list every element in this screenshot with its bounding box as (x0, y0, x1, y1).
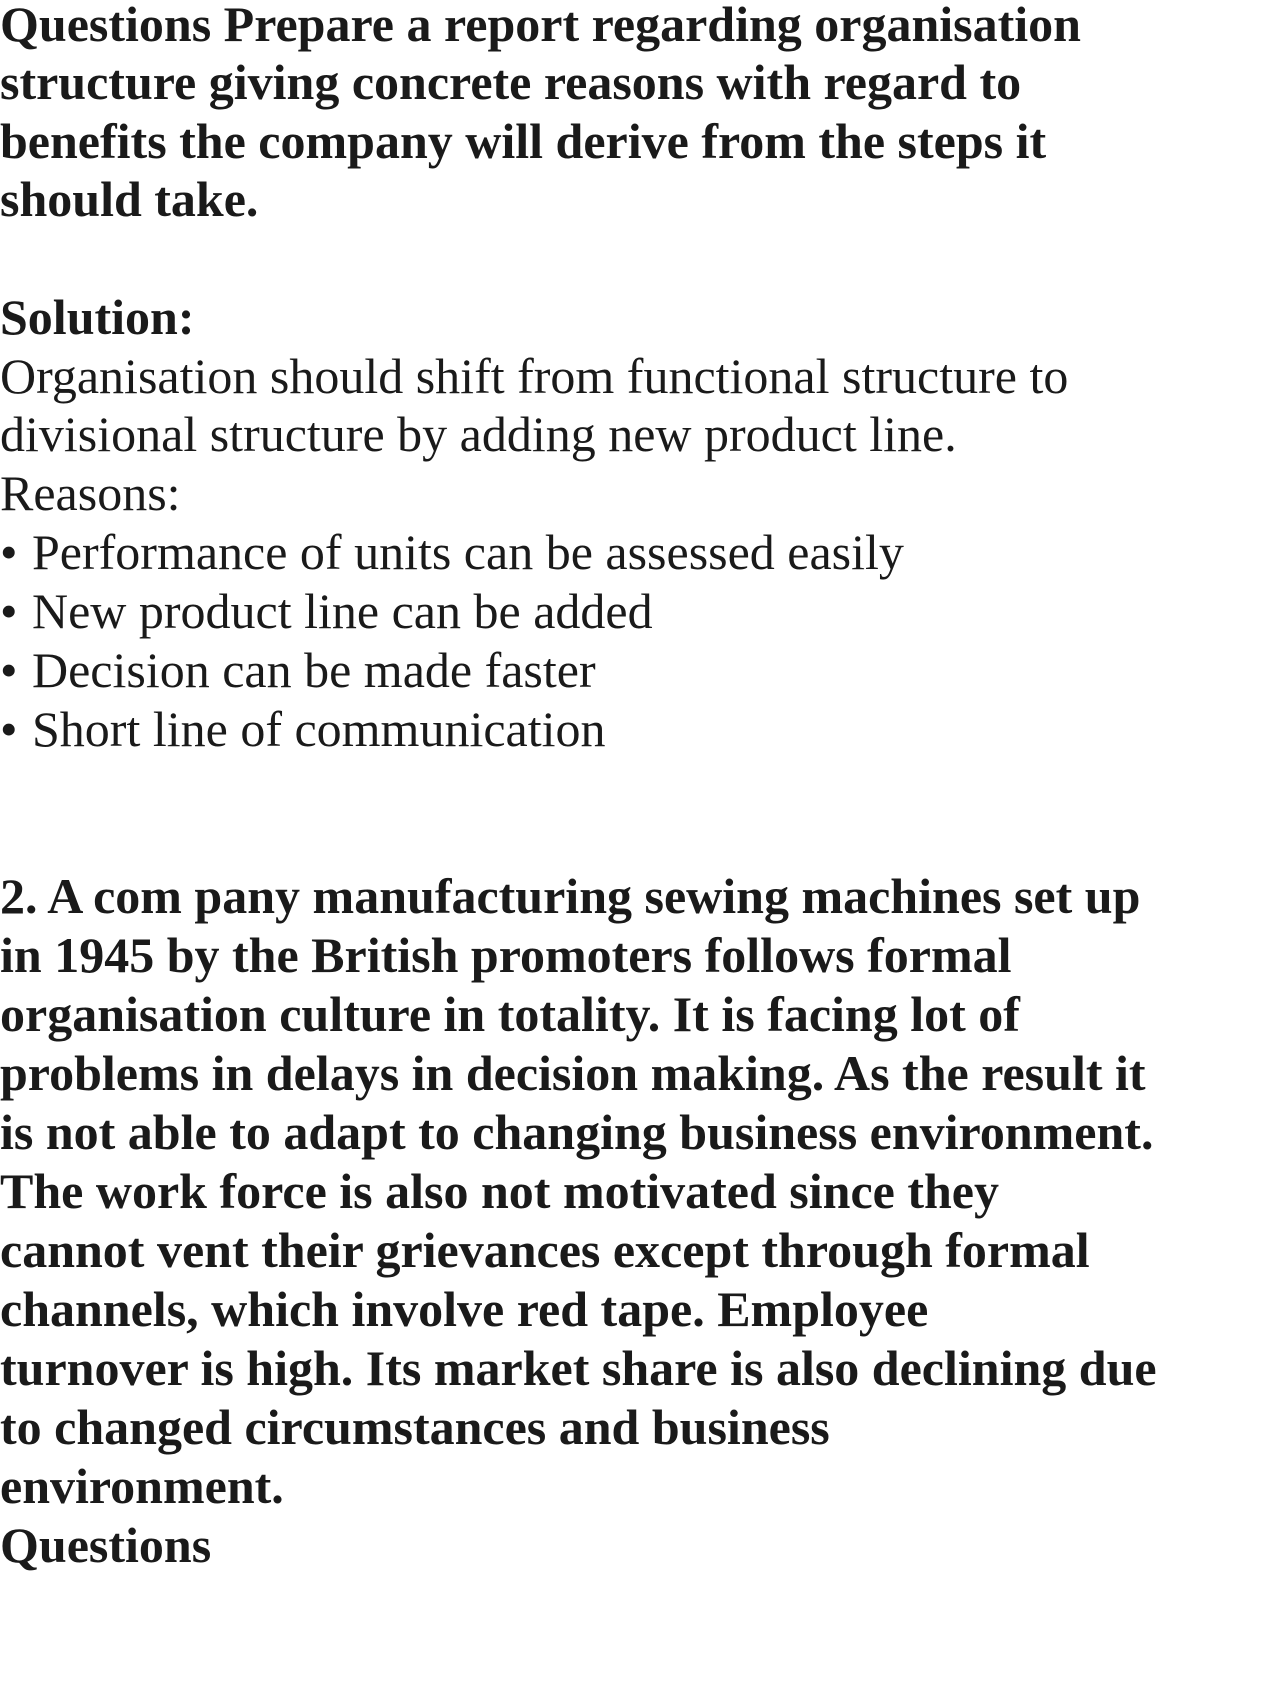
bullet-icon: • (0, 524, 18, 580)
reason-text: Short line of communication (32, 701, 606, 757)
case-line-9: turnover is high. Its market share is also declining due (0, 1340, 1157, 1396)
reason-item (0, 697, 606, 761)
reason-text: New product line can be added (32, 583, 653, 639)
bullet-icon: • (0, 642, 18, 698)
solution-line-2: divisional structure by adding new product line. (0, 406, 957, 462)
case-line-1: 2. A com pany manufacturing sewing machines set up (0, 868, 1141, 924)
case-line-2: in 1945 by the British promoters follows formal (0, 927, 1012, 983)
questions-label: Questions (0, 1517, 212, 1573)
case-line-7: cannot vent their grievances except through formal (0, 1222, 1090, 1278)
question-line-2: structure giving concrete reasons with regard to (0, 54, 1022, 110)
reasons-label: Reasons: (0, 465, 181, 521)
case-line-6: The work force is also not motivated since they (0, 1163, 999, 1219)
case-line-10: to changed circumstances and business (0, 1399, 830, 1455)
question-line-3: benefits the company will derive from the steps it (0, 113, 1047, 169)
question-line-1: Questions Prepare a report regarding organisation (0, 0, 1081, 52)
case-line-11: environment. (0, 1458, 284, 1514)
case-line-5: is not able to adapt to changing business environment. (0, 1104, 1154, 1160)
solution-heading: Solution: (0, 289, 195, 345)
reason-text: Decision can be made faster (32, 642, 596, 698)
solution-line-1: Organisation should shift from functional structure to (0, 348, 1069, 404)
case-line-4: problems in delays in decision making. As the result it (0, 1045, 1146, 1101)
case-line-3: organisation culture in totality. It is facing lot of (0, 986, 1020, 1042)
reason-text: Performance of units can be assessed easily (32, 524, 904, 580)
case-line-8: channels, which involve red tape. Employee (0, 1281, 929, 1337)
reason-item (0, 579, 653, 643)
bullet-icon: • (0, 583, 18, 639)
reason-item (0, 638, 596, 702)
bullet-icon: • (0, 701, 18, 757)
question-line-4: should take. (0, 171, 259, 227)
reason-item (0, 520, 904, 584)
